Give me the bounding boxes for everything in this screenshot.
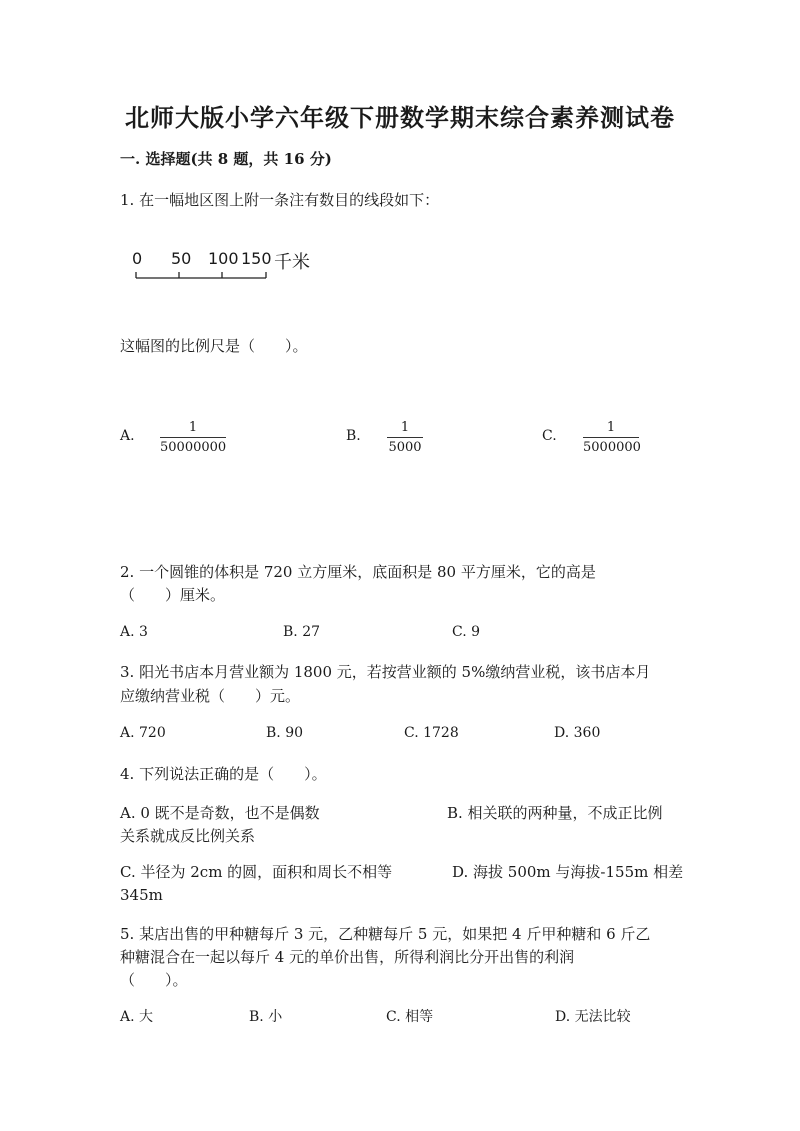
option-d-line1: D. 海拔 500m 与海拔-155m 相差 bbox=[452, 863, 684, 881]
option-a: A. 0 既不是奇数，也不是偶数 bbox=[120, 804, 320, 822]
option-c: C. 1728 bbox=[404, 725, 459, 741]
question-5-stem-line2: 种糖混合在一起以每斤 4 元的单价出售，所得利润比分开出售的利润 bbox=[120, 948, 575, 966]
option-c: C. 9 bbox=[452, 624, 481, 640]
option-a: A. 3 bbox=[120, 624, 148, 640]
option-b-line1: B. 相关联的两种量，不成正比例 bbox=[447, 804, 663, 822]
fraction-denominator: 50000000 bbox=[160, 440, 227, 455]
option-d-line2: 345m bbox=[120, 886, 163, 904]
scale-tick-label: 100 bbox=[208, 249, 239, 268]
option-a-fraction bbox=[160, 420, 226, 456]
question-1-stem: 1. 在一幅地区图上附一条注有数目的线段如下： bbox=[120, 191, 440, 209]
fraction-denominator: 5000000 bbox=[583, 440, 641, 455]
option-b-fraction bbox=[387, 420, 423, 456]
option-b: B. 90 bbox=[266, 725, 304, 741]
fraction-denominator: 5000 bbox=[388, 440, 422, 455]
page-title: 北师大版小学六年级下册数学期末综合素养测试卷 bbox=[125, 103, 675, 132]
question-1-prompt: 这幅图的比例尺是（ ）。 bbox=[120, 337, 308, 355]
option-c-fraction bbox=[583, 420, 639, 456]
question-5-stem-line3: （ ）。 bbox=[120, 971, 188, 989]
question-2-stem-line1: 2. 一个圆锥的体积是 720 立方厘米，底面积是 80 平方厘米，它的高是 bbox=[120, 563, 596, 581]
option-a: A. 大 bbox=[120, 1009, 154, 1025]
fraction-bar bbox=[160, 437, 226, 438]
scale-tick-label: 0 bbox=[132, 249, 143, 268]
scale-tick-label: 50 bbox=[171, 249, 192, 268]
question-2-stem-line2: （ ）厘米。 bbox=[120, 586, 226, 604]
question-3-stem-line2: 应缴纳营业税（ ）元。 bbox=[120, 687, 301, 705]
question-5-stem-line1: 5. 某店出售的甲种糖每斤 3 元，乙种糖每斤 5 元，如果把 4 斤甲种糖和 6 斤乙 bbox=[120, 925, 651, 943]
option-b: B. 27 bbox=[283, 624, 321, 640]
scale-bar-line bbox=[130, 268, 275, 282]
option-b: B. 小 bbox=[249, 1009, 283, 1025]
scale-unit-label: 千米 bbox=[274, 252, 310, 273]
fraction-bar bbox=[387, 437, 423, 438]
option-b-letter: B. bbox=[346, 428, 361, 444]
option-b-line2: 关系就成反比例关系 bbox=[120, 827, 256, 845]
option-c: C. 相等 bbox=[386, 1009, 434, 1025]
scale-tick-label: 150 bbox=[241, 249, 272, 268]
question-4-stem: 4. 下列说法正确的是（ ）。 bbox=[120, 765, 327, 783]
fraction-numerator: 1 bbox=[400, 420, 410, 435]
option-c-letter: C. bbox=[542, 428, 557, 444]
option-d: D. 无法比较 bbox=[555, 1009, 631, 1025]
option-c: C. 半径为 2cm 的圆，面积和周长不相等 bbox=[120, 863, 393, 881]
option-a: A. 720 bbox=[120, 725, 166, 741]
fraction-numerator: 1 bbox=[188, 420, 198, 435]
option-a-letter: A. bbox=[120, 428, 135, 444]
option-d: D. 360 bbox=[554, 725, 601, 741]
section-heading: 一. 选择题(共 8 题，共 16 分) bbox=[120, 150, 332, 168]
fraction-bar bbox=[583, 437, 639, 438]
fraction-numerator: 1 bbox=[606, 420, 616, 435]
question-3-stem-line1: 3. 阳光书店本月营业额为 1800 元，若按营业额的 5%缴纳营业税，该书店本月 bbox=[120, 663, 651, 681]
